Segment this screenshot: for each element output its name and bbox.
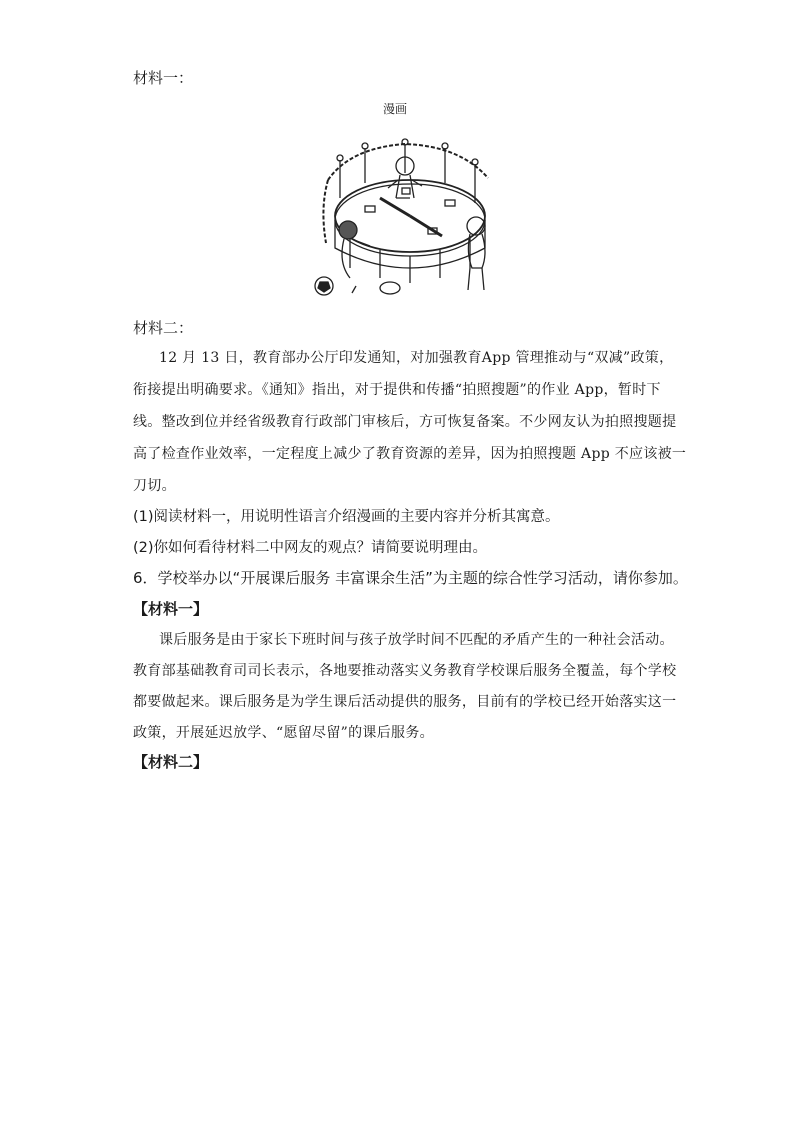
material2-line-2: 衔接提出明确要求。《通知》指出，对于提供和传播“拍照搜题”的作业 App，暂时下 xyxy=(133,382,661,398)
material1-label: 材料一： xyxy=(133,69,194,87)
question-2: (2)你如何看待材料二中网友的观点？请简要说明理由。 xyxy=(133,540,488,556)
section-a-line-4: 政策，开展延迟放学、“愿留尽留”的课后服务。 xyxy=(133,725,434,741)
material2-label: 材料二： xyxy=(133,319,194,337)
material2-line-3: 线。整改到位并经省级教育行政部门审核后，方可恢复备案。不少网友认为拍照搜题提 xyxy=(133,414,677,430)
section-a-line-1: 课后服务是由于家长下班时间与孩子放学时间不匹配的矛盾产生的一种社会活动。 xyxy=(159,632,674,648)
material2-line-4: 高了检查作业效率，一定程度上减少了教育资源的差异，因为拍照搜题 App 不应该被一 xyxy=(133,446,687,462)
section-a-label: 【材料一】 xyxy=(133,600,209,618)
section-b-label: 【材料二】 xyxy=(133,753,209,771)
material2-paragraph xyxy=(133,347,687,497)
cartoon-caption: 漫画 xyxy=(383,102,408,116)
material2-line-1: 12 月 13 日，教育部办公厅印发通知，对加强教育App 管理推动与“双减”政策， xyxy=(159,350,674,366)
material2-line-5: 刀切。 xyxy=(133,478,176,494)
section-a-line-3: 都要做起来。课后服务是为学生课后活动提供的服务，目前有的学校已经开始落实这一 xyxy=(133,694,677,710)
section-a-line-2: 教育部基础教育司司长表示，各地要推动落实义务教育学校课后服务全覆盖，每个学校 xyxy=(133,663,677,679)
question-1: (1)阅读材料一，用说明性语言介绍漫画的主要内容并分析其寓意。 xyxy=(133,509,560,525)
cartoon-illustration xyxy=(310,128,500,303)
section-a-paragraph xyxy=(133,629,677,749)
item-6: 6．学校举办以“开展课后服务 丰富课余生活”为主题的综合性学习活动，请你参加。 xyxy=(133,569,688,587)
